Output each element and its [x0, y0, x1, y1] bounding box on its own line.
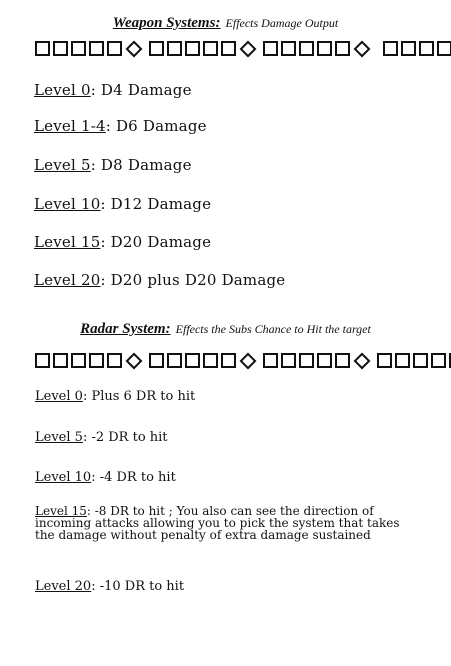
checkbox[interactable]: [53, 41, 68, 56]
level-label: Level 5: [35, 430, 83, 445]
level-effect: : D20 plus D20 Damage: [100, 271, 286, 289]
checkbox[interactable]: [299, 41, 314, 56]
level-effect: : -8 DR to hit ; You also can see the direction of incoming attacks allowing you to pick the system that takes the damage without penalty of extra damage sustained: [35, 504, 400, 542]
tracker-group: [377, 353, 451, 368]
radar-level-5: [35, 430, 168, 445]
tracker-group: [263, 41, 370, 56]
weapon-level-20: [34, 271, 285, 289]
checkbox[interactable]: [89, 353, 104, 368]
checkbox[interactable]: [35, 41, 50, 56]
weapon-level-0: [34, 81, 192, 99]
tracker-group: [263, 353, 370, 368]
tracker-group: [149, 41, 256, 56]
checkbox[interactable]: [335, 353, 350, 368]
level-label: Level 1-4: [34, 117, 106, 135]
checkbox[interactable]: [107, 41, 122, 56]
milestone-diamond[interactable]: [126, 352, 143, 369]
radar-level-20: [35, 579, 184, 594]
checkbox[interactable]: [71, 353, 86, 368]
checkbox[interactable]: [167, 353, 182, 368]
checkbox[interactable]: [263, 353, 278, 368]
level-effect: : -10 DR to hit: [91, 579, 185, 594]
weapon-title: Weapon Systems:: [112, 15, 221, 31]
checkbox[interactable]: [149, 41, 164, 56]
weapon-subtitle: Effects Damage Output: [225, 16, 339, 30]
level-effect: : -4 DR to hit: [91, 470, 176, 485]
tracker-group: [383, 41, 451, 56]
checkbox[interactable]: [281, 41, 296, 56]
level-effect: : Plus 6 DR to hit: [82, 389, 196, 404]
checkbox[interactable]: [221, 41, 236, 56]
checkbox[interactable]: [419, 41, 434, 56]
checkbox[interactable]: [317, 353, 332, 368]
checkbox[interactable]: [317, 41, 332, 56]
milestone-diamond[interactable]: [354, 352, 371, 369]
weapon-level-10: [34, 195, 211, 213]
level-label: Level 0: [34, 81, 91, 99]
level-label: Level 10: [35, 470, 92, 485]
radar-title: Radar System:: [80, 321, 171, 337]
level-effect: : D6 Damage: [105, 117, 207, 135]
checkbox[interactable]: [185, 353, 200, 368]
checkbox[interactable]: [431, 353, 446, 368]
checkbox[interactable]: [203, 41, 218, 56]
level-label: Level 20: [35, 579, 92, 594]
checkbox[interactable]: [221, 353, 236, 368]
tracker-group: [149, 353, 256, 368]
checkbox[interactable]: [263, 41, 278, 56]
checkbox[interactable]: [395, 353, 410, 368]
checkbox[interactable]: [185, 41, 200, 56]
weapon-level-5: [34, 156, 192, 174]
checkbox[interactable]: [89, 41, 104, 56]
milestone-diamond[interactable]: [126, 40, 143, 57]
level-effect: : D8 Damage: [90, 156, 192, 174]
level-effect: : D4 Damage: [90, 81, 192, 99]
milestone-diamond[interactable]: [240, 352, 257, 369]
milestone-diamond[interactable]: [240, 40, 257, 57]
level-effect: : D12 Damage: [100, 195, 212, 213]
radar-tracker: [35, 353, 451, 368]
checkbox[interactable]: [107, 353, 122, 368]
checkbox[interactable]: [35, 353, 50, 368]
checkbox[interactable]: [149, 353, 164, 368]
checkbox[interactable]: [299, 353, 314, 368]
checkbox[interactable]: [377, 353, 392, 368]
checkbox[interactable]: [203, 353, 218, 368]
checkbox[interactable]: [71, 41, 86, 56]
checkbox[interactable]: [437, 41, 451, 56]
level-effect: : D20 Damage: [100, 233, 212, 251]
level-label: Level 0: [35, 389, 83, 404]
checkbox[interactable]: [413, 353, 428, 368]
radar-level-0: [35, 389, 195, 404]
tracker-group: [35, 353, 142, 368]
checkbox[interactable]: [383, 41, 398, 56]
weapon-level-1-4: [34, 117, 207, 135]
checkbox[interactable]: [53, 353, 68, 368]
level-label: Level 15: [35, 504, 87, 518]
checkbox[interactable]: [167, 41, 182, 56]
radar-level-15: [35, 505, 405, 541]
radar-level-10: [35, 470, 176, 485]
level-label: Level 5: [34, 156, 91, 174]
level-effect: : -2 DR to hit: [82, 430, 168, 445]
tracker-group: [35, 41, 142, 56]
weapon-heading: [0, 12, 451, 32]
level-label: Level 20: [34, 271, 101, 289]
milestone-diamond[interactable]: [354, 40, 371, 57]
checkbox[interactable]: [401, 41, 416, 56]
checkbox[interactable]: [281, 353, 296, 368]
radar-heading: [0, 318, 451, 338]
weapon-tracker: [35, 41, 451, 56]
level-label: Level 15: [34, 233, 101, 251]
radar-subtitle: Effects the Subs Chance to Hit the target: [175, 322, 371, 336]
level-label: Level 10: [34, 195, 101, 213]
checkbox[interactable]: [335, 41, 350, 56]
weapon-level-15: [34, 233, 211, 251]
